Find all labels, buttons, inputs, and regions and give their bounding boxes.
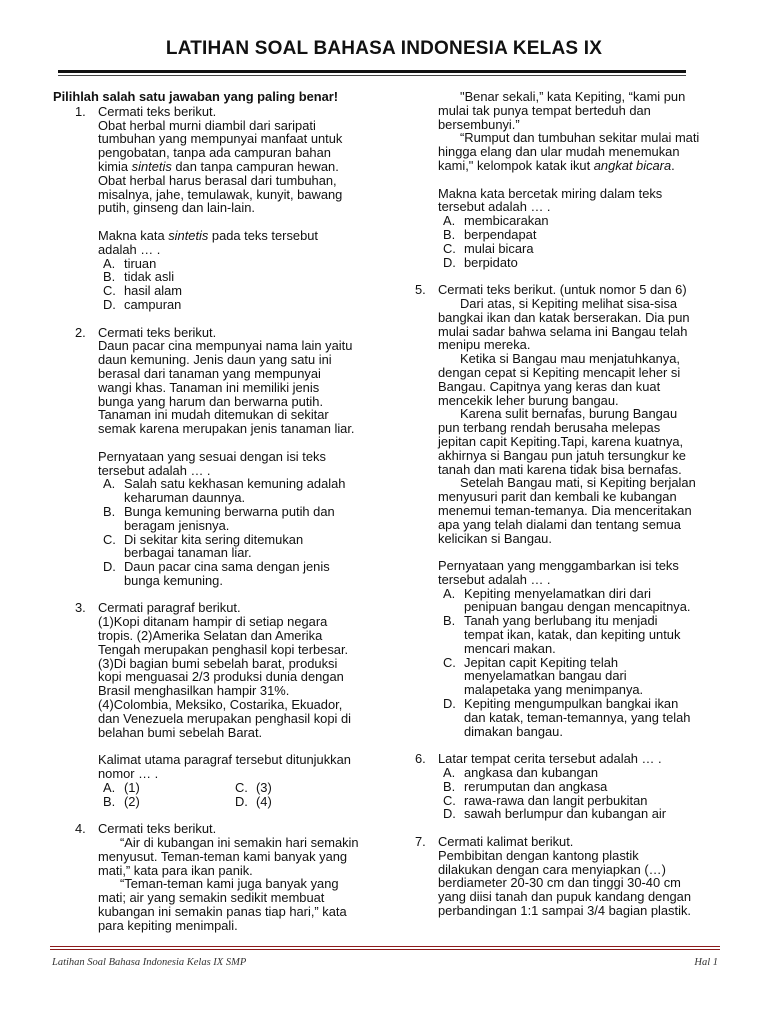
page-title: LATIHAN SOAL BAHASA INDONESIA KELAS IX — [165, 38, 603, 59]
text-line: Cermati teks berikut. (untuk nomor 5 dan 6) — [438, 282, 687, 298]
text-line: menipu mereka. — [438, 337, 531, 353]
italic-term: sintetis — [168, 227, 209, 243]
text-line: menemui teman-temanya. Dia menceritakan — [438, 502, 692, 518]
text-line: Cermati teks berikut. — [98, 103, 217, 119]
question-text: Latar tempat cerita tersebut adalah … . — [438, 751, 662, 767]
question-number: 5. — [415, 282, 426, 298]
text-line: misalnya, jahe, temulawak, kunyit, bawang — [98, 186, 343, 202]
text-line: Ketika si Bangau mau menjatuhkanya, — [460, 351, 680, 367]
question-text: tersebut adalah … . — [98, 462, 211, 478]
title-rule-thin — [58, 75, 686, 76]
instruction: Pilihlah salah satu jawaban yang paling benar! — [53, 89, 339, 104]
option-d[interactable]: D. berpidato — [443, 254, 518, 270]
text-line: mati; air yang semakin sedikit membuat — [98, 890, 325, 906]
text-line: Obat herbal harus berasal dari tumbuhan, — [98, 172, 337, 188]
question-text: Kalimat utama paragraf tersebut ditunjukkan — [98, 752, 351, 768]
option-c[interactable]: C. Di sekitar kita sering ditemukan berbagai tanaman liar. — [103, 531, 304, 561]
text-line: kelicikan si Bangau. — [438, 530, 552, 546]
text-line: “Rumput dan tumbuhan sekitar mulai mati — [460, 130, 700, 146]
option-b[interactable]: B. (2) — [103, 793, 140, 809]
footer-rule — [50, 946, 720, 947]
text-line: belahan bumi sebelah Barat. — [98, 724, 263, 740]
question-number: 3. — [75, 600, 86, 616]
text-line: kubangan ini semakin panas tiap hari,” kata — [98, 904, 347, 920]
option-c[interactable]: C. mulai bicara — [443, 240, 534, 256]
text-line: dengan cepat si Kepiting mencapit leher si — [438, 364, 681, 380]
option-b[interactable]: B. berpendapat — [443, 226, 537, 242]
option-c[interactable]: C. hasil alam — [103, 283, 183, 299]
question-7 — [412, 835, 722, 918]
text-line: tanah dan mati karena tidak bisa bernafas. — [438, 461, 682, 477]
page-number: Hal 1 — [694, 957, 718, 968]
text-line: kimia sintetis dan tanpa campuran hewan. — [98, 158, 339, 174]
footer-rule-thin — [50, 949, 720, 950]
text-line: Cermati teks berikut. — [98, 324, 217, 340]
text-line: apa yang telah dialami dan tentang semua — [438, 516, 681, 532]
question-number: 2. — [75, 324, 86, 340]
text-line: putih, ginseng dan lain-lain. — [98, 200, 255, 216]
question-number: 7. — [415, 834, 426, 850]
text-line: Brasil menghasilkan hampir 31%. — [98, 683, 290, 699]
question-number: 6. — [415, 751, 426, 767]
text-line: “Teman-teman kami juga banyak yang — [120, 876, 339, 892]
option-d[interactable]: D. Daun pacar cina sama dengan jenis bunga kemuning. — [103, 559, 330, 588]
text-line: menyusuri parit dan kembali ke kubangan — [438, 489, 677, 505]
text-line: Setelah Bangau mati, si Kepiting berjalan — [460, 475, 696, 491]
question-text: nomor … . — [98, 766, 159, 782]
text-line: akhirnya si Bangau pun jatuh tersungkur ke — [438, 447, 686, 463]
text-line: Tengah merupakan penghasil kopi terbesar. — [98, 641, 349, 657]
text-line: “Air di kubangan ini semakin hari semakin — [120, 835, 359, 851]
text-line: dan Venezuela merupakan penghasil kopi di — [98, 710, 351, 726]
text-line: semak karena merupakan jenis tanaman liar. — [98, 421, 355, 437]
question-text: Makna kata bercetak miring dalam teks — [438, 185, 663, 201]
option-b[interactable]: B. rerumputan dan angkasa — [443, 778, 608, 794]
italic-term: angkat bicara — [593, 157, 672, 173]
text-line: tropis. (2)Amerika Selatan dan Amerika — [98, 628, 323, 644]
right-column — [412, 90, 722, 932]
option-d[interactable]: D. campuran — [103, 296, 182, 312]
text-line: perbandingan 1:1 sampai 3/4 bagian plastik. — [438, 903, 691, 919]
question-number: 1. — [75, 103, 86, 119]
option-d[interactable]: D. (4) — [235, 793, 272, 809]
left-column — [53, 90, 383, 946]
text-line: jepitan capit Kepiting.Tapi, karena kuatnya, — [438, 433, 684, 449]
text-line: (4)Colombia, Meksiko, Costarika, Ekuador, — [98, 697, 343, 713]
text-line: pun terbang rendah berusaha melepas — [438, 420, 661, 436]
option-c[interactable]: C. rawa-rawa dan langit perbukitan — [443, 792, 648, 808]
text-line: (3)Di bagian bumi sebelah barat, produksi — [98, 655, 338, 671]
option-c[interactable]: C. (3) — [235, 779, 272, 795]
text-line: pengobatan, tanpa ada campuran bahan — [98, 145, 331, 161]
question-2 — [53, 326, 383, 588]
text-line: hingga elang dan ular mudah menemukan — [438, 144, 680, 160]
text-line: Dari atas, si Kepiting melihat sisa-sisa — [460, 295, 678, 311]
text-line: dilakukan dengan cara menyiapkan (…) — [438, 861, 666, 877]
option-c[interactable]: C. Jepitan capit Kepiting telah menyelamatkan bangau dari malapetaka yang menimpanya. — [443, 654, 644, 698]
option-a[interactable]: A. (1) — [103, 779, 140, 795]
question-text: Pernyataan yang sesuai dengan isi teks — [98, 448, 326, 464]
text-line: Cermati kalimat berikut. — [438, 834, 574, 850]
text-line: mulai sadar bahwa selama ini Bangau telah — [438, 323, 688, 339]
text-line: mulai tak punya tempat berteduh dan — [438, 102, 651, 118]
option-b[interactable]: B. Tanah yang berlubang itu menjadi tempat ikan, katak, dan kepiting untuk mencari makan. — [443, 613, 681, 656]
question-number: 4. — [75, 821, 86, 837]
option-b[interactable]: B. tidak asli — [103, 269, 175, 285]
text-line: mati,” kata para ikan panik. — [98, 862, 253, 878]
question-6 — [412, 752, 722, 821]
option-a[interactable]: A. Salah satu kekhasan kemuning adalah keharuman daunnya. — [103, 476, 346, 506]
text-line: kopi menguasai 2/3 produksi dunia dengan — [98, 669, 344, 685]
text-line: wangi khas. Tanaman ini memiliki jenis — [98, 379, 320, 395]
text-line: para kepiting menimpali. — [98, 917, 238, 933]
question-1 — [53, 105, 383, 312]
question-4-continued — [412, 90, 722, 269]
question-4 — [53, 822, 383, 932]
text-line: berasal dari tanaman yang mempunyai — [98, 365, 321, 381]
text-line: Karena sulit bernafas, burung Bangau — [460, 406, 678, 422]
footer-title: Latihan Soal Bahasa Indonesia Kelas IX SMP — [52, 957, 247, 968]
option-b[interactable]: B. Bunga kemuning berwarna putih dan beragam jenisnya. — [103, 503, 335, 533]
text-line: Daun pacar cina mempunyai nama lain yaitu — [98, 338, 353, 354]
text-line: tumbuhan yang mempunyai manfaat untuk — [98, 131, 343, 147]
text-line: Obat herbal murni diambil dari saripati — [98, 117, 316, 133]
option-a[interactable]: A. Kepiting menyelamatkan diri dari penipuan bangau dengan mencapitnya. — [443, 585, 691, 615]
options-grid — [98, 781, 383, 809]
italic-term: sintetis — [131, 158, 172, 174]
question-text: adalah … . — [98, 241, 161, 257]
text-line: Cermati paragraf berikut. — [98, 600, 241, 616]
option-a[interactable]: A. angkasa dan kubangan — [443, 765, 599, 781]
text-line: (1)Kopi ditanam hampir di setiap negara — [98, 614, 328, 630]
text-line: bersembunyi.” — [438, 116, 520, 132]
text-line: mencekik leher burung bangau. — [438, 392, 619, 408]
text-line: Tanaman ini mudah ditemukan di sekitar — [98, 407, 329, 423]
question-3 — [53, 601, 383, 808]
text-line: kami," kelompok katak ikut angkat bicara. — [438, 157, 675, 173]
question-text: tersebut adalah … . — [438, 571, 551, 587]
text-line: berdiameter 20-30 cm dan tinggi 30-40 cm — [438, 875, 681, 891]
text-line: Cermati teks berikut. — [98, 821, 217, 837]
text-line: bunga yang harum dan berwarna putih. — [98, 393, 324, 409]
question-text: Pernyataan yang menggambarkan isi teks — [438, 558, 679, 574]
title-rule — [58, 70, 686, 73]
question-5 — [412, 283, 722, 738]
option-a[interactable]: A. tiruan — [103, 255, 157, 271]
option-d[interactable]: D. Kepiting mengumpulkan bangkai ikan dan katak, teman-temannya, yang telah dimakan bangau. — [443, 696, 691, 739]
text-line: daun kemuning. Jenis daun yang satu ini — [98, 352, 332, 368]
question-text: tersebut adalah … . — [438, 199, 551, 215]
question-text: Makna kata sintetis pada teks tersebut — [98, 227, 318, 243]
text-line: "Benar sekali,” kata Kepiting, “kami pun — [460, 89, 686, 104]
text-line: Bangau. Capitnya yang keras dan kuat — [438, 378, 661, 394]
text-line: menyusut. Teman-teman kami banyak yang — [98, 848, 348, 864]
option-a[interactable]: A. membicarakan — [443, 213, 549, 229]
text-line: yang diisi tanah dan pupuk kandang dengan — [438, 889, 692, 905]
text-line: Pembibitan dengan kantong plastik — [438, 847, 639, 863]
text-line: bangkai ikan dan katak berserakan. Dia pun — [438, 309, 690, 325]
option-d[interactable]: D. sawah berlumpur dan kubangan air — [443, 806, 667, 822]
